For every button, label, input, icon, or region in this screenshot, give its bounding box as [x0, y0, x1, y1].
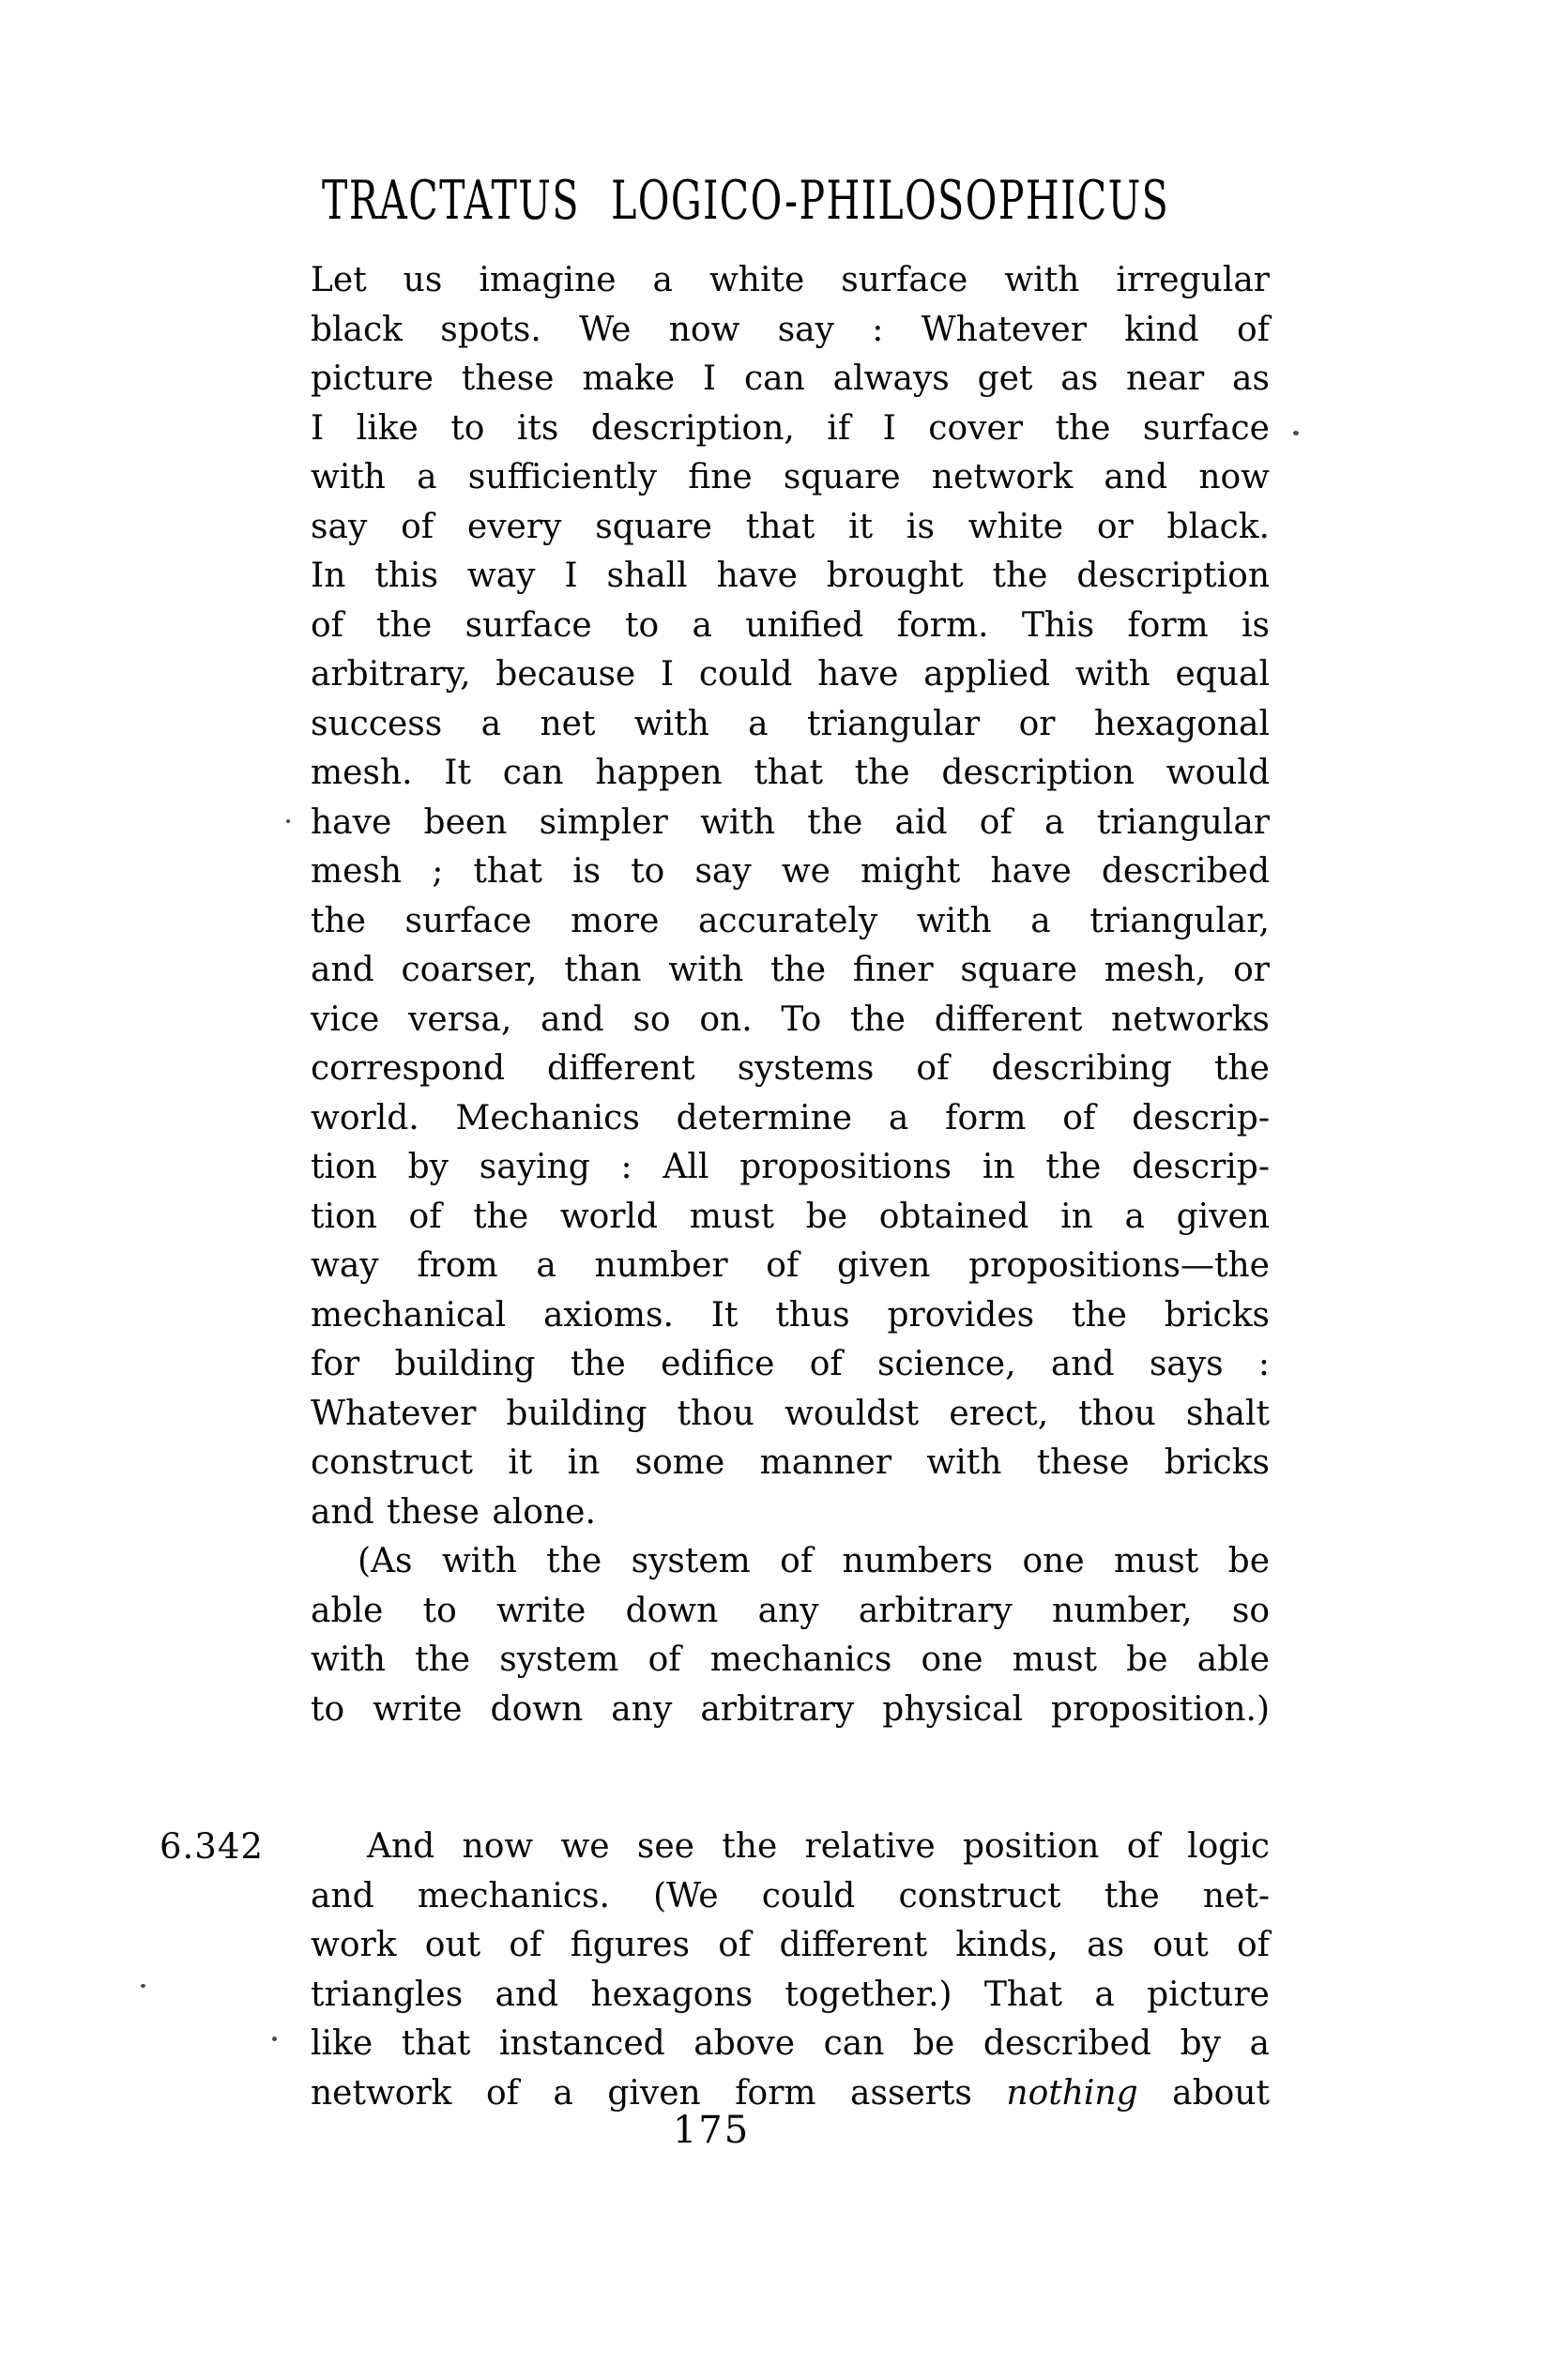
- scan-speck: [272, 2037, 277, 2041]
- text-line: picture these make I can always get as near as: [311, 359, 1270, 398]
- text-line: able to write down any arbitrary number, so: [311, 1591, 1270, 1630]
- text-line: Whatever building thou wouldst erect, thou shalt: [311, 1394, 1270, 1433]
- text-line: for building the edifice of science, and says :: [311, 1345, 1270, 1383]
- text-line: work out of figures of different kinds, as out of: [311, 1926, 1270, 1964]
- text-line: arbitrary, because I could have applied with equal: [311, 655, 1270, 694]
- text-line: mesh. It can happen that the description would: [311, 754, 1270, 792]
- text-line: correspond different systems of describing the: [311, 1049, 1270, 1088]
- paragraph-continuation: [311, 256, 1270, 1537]
- text-line: the surface more accurately with a triangular,: [311, 901, 1270, 940]
- scan-speck: [1293, 431, 1299, 435]
- text-line: tion of the world must be obtained in a given: [311, 1197, 1270, 1236]
- text-line: like that instanced above can be described by a: [311, 2024, 1270, 2063]
- scan-speck: [141, 1984, 145, 1988]
- running-head-title: TRACTATUS LOGICO-PHILOSOPHICUS: [322, 170, 1170, 232]
- paragraph-section-6342: [311, 1823, 1270, 2118]
- text-line: construct it in some manner with these bricks: [311, 1443, 1270, 1482]
- section-number: 6.342: [160, 1826, 264, 1867]
- paragraph-parenthetical: [311, 1537, 1270, 1734]
- text-line: (As with the system of numbers one must be: [358, 1542, 1270, 1580]
- text-line: tion by saying : All propositions in the descrip-: [311, 1148, 1270, 1186]
- text-segment: about: [1172, 2073, 1270, 2113]
- text-line: say of every square that it is white or black.: [311, 507, 1270, 546]
- text-line: Let us imagine a white surface with irregular: [311, 261, 1270, 299]
- text-line: success a net with a triangular or hexagonal: [311, 704, 1270, 743]
- text-line: black spots. We now say : Whatever kind of: [311, 310, 1270, 349]
- text-line: and these alone.: [311, 1492, 596, 1532]
- page-number: 175: [672, 2109, 751, 2152]
- text-line: with a sufficiently fine square network and now: [311, 458, 1270, 496]
- text-line: have been simpler with the aid of a triangular: [311, 802, 1270, 842]
- italic-word: nothing: [1006, 2073, 1138, 2113]
- text-line: to write down any arbitrary physical proposition.): [311, 1689, 1270, 1729]
- text-line: vice versa, and so on. To the different networks: [311, 999, 1270, 1039]
- text-line: In this way I shall have brought the description: [311, 557, 1270, 595]
- text-line: and coarser, than with the finer square mesh, or: [311, 951, 1270, 989]
- text-line: triangles and hexagons together.) That a picture: [311, 1975, 1270, 2014]
- text-line: of the surface to a unified form. This form is: [311, 605, 1270, 645]
- scan-speck: [286, 819, 290, 823]
- text-segment: network of a given form asserts: [311, 2073, 972, 2113]
- text-line: And now we see the relative position of logic: [367, 1827, 1270, 1866]
- text-line: and mechanics. (We could construct the net-: [311, 1876, 1270, 1915]
- text-line: mechanical axioms. It thus provides the bricks: [311, 1295, 1270, 1335]
- text-line: way from a number of given propositions—the: [311, 1246, 1270, 1285]
- text-line: with the system of mechanics one must be able: [311, 1640, 1270, 1679]
- text-line: I like to its description, if I cover the surface: [311, 408, 1270, 448]
- text-line: world. Mechanics determine a form of descrip-: [311, 1098, 1270, 1137]
- text-line: mesh ; that is to say we might have described: [311, 852, 1270, 891]
